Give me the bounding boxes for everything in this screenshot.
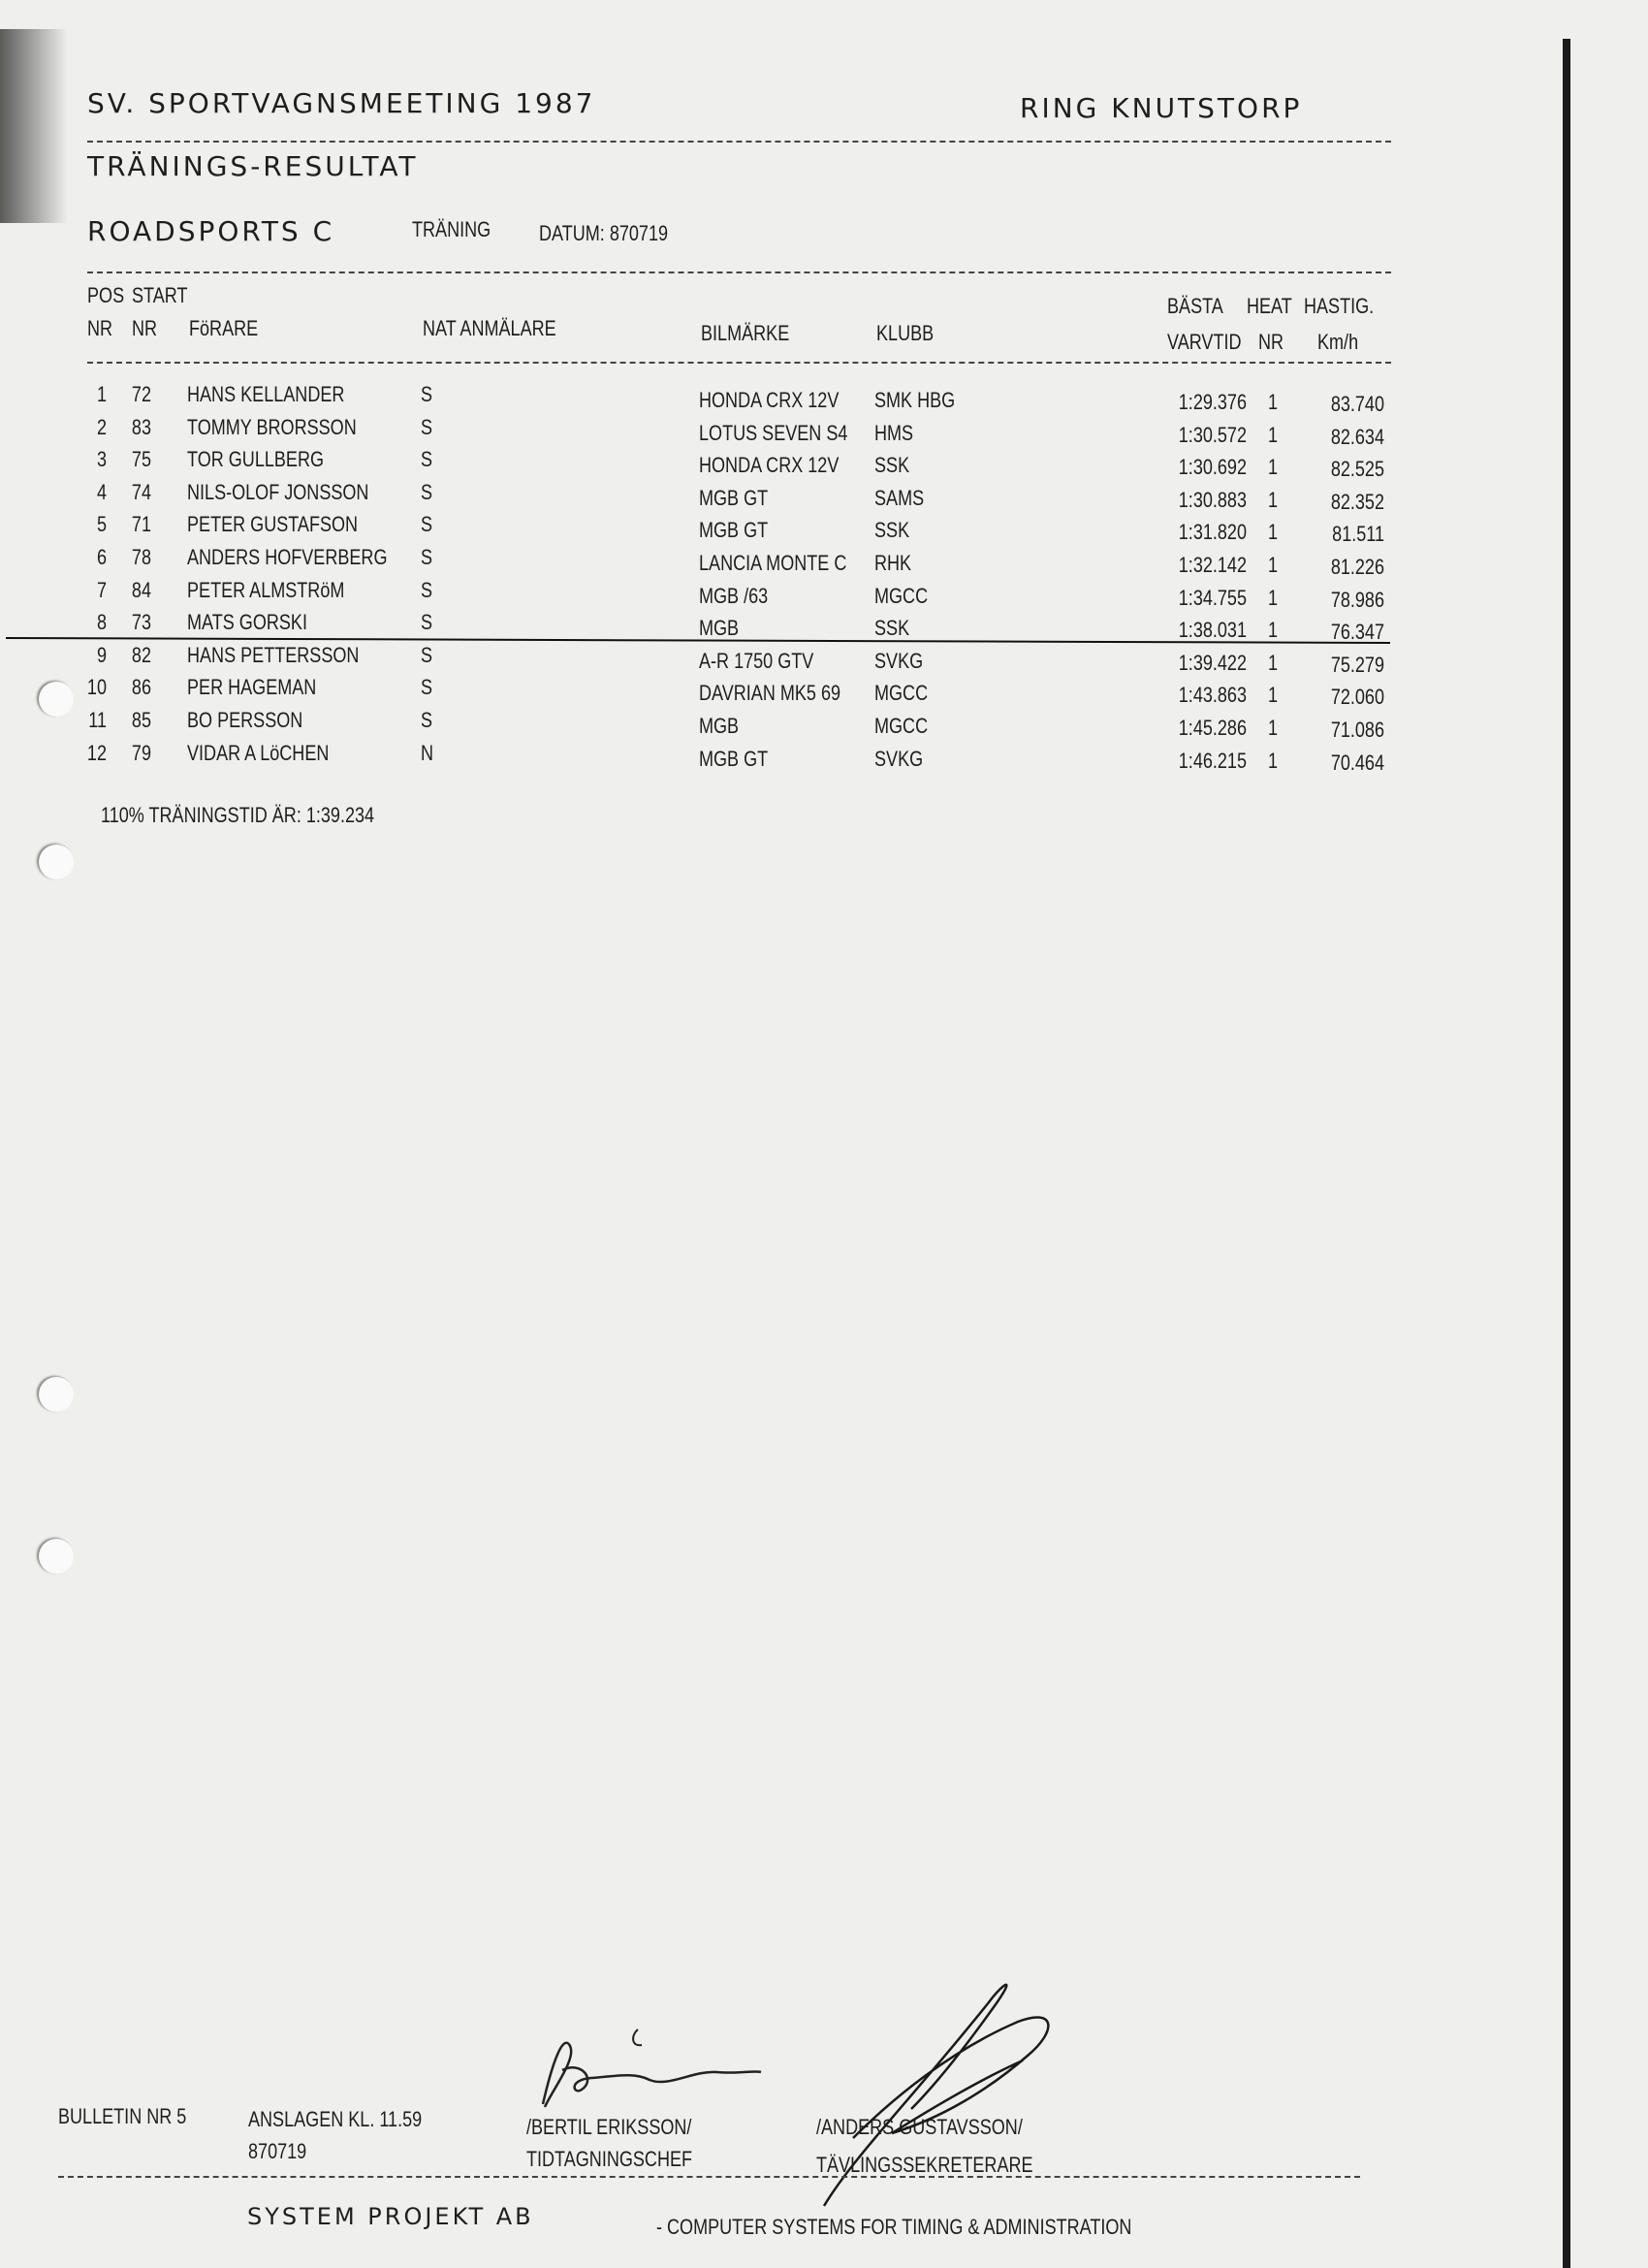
row-driver: NILS-OLOF JONSSON: [187, 479, 369, 504]
punch-hole: [39, 1539, 74, 1574]
divider: [58, 2176, 1360, 2178]
col-car: BILMÄRKE: [701, 321, 790, 345]
row-best-time: 1:30.572: [1178, 422, 1247, 447]
row-heat: 1: [1267, 618, 1278, 643]
row-heat: 1: [1267, 748, 1278, 773]
row-nat: S: [421, 479, 433, 504]
company-name: SYSTEM PROJEKT AB: [247, 2203, 534, 2230]
col-speed-top: HASTIG.: [1304, 294, 1375, 318]
row-heat: 1: [1267, 585, 1278, 610]
row-club: HMS: [874, 420, 914, 445]
row-speed: 70.464: [1330, 750, 1384, 775]
row-nat: S: [421, 577, 433, 602]
row-pos: 10: [86, 675, 107, 700]
row-start-nr: 86: [131, 675, 151, 700]
row-driver: ANDERS HOFVERBERG: [187, 545, 388, 569]
row-heat: 1: [1267, 422, 1278, 447]
row-start-nr: 83: [131, 414, 151, 439]
row-pos: 2: [96, 414, 107, 439]
row-best-time: 1:30.692: [1178, 455, 1247, 480]
row-start-nr: 85: [131, 708, 151, 732]
row-pos: 6: [96, 545, 107, 569]
col-pos-top: POS: [87, 283, 125, 307]
row-best-time: 1:46.215: [1178, 748, 1247, 773]
row-car: LOTUS SEVEN S4: [699, 420, 848, 445]
row-start-nr: 84: [131, 577, 151, 602]
row-heat: 1: [1267, 650, 1278, 675]
row-driver: HANS PETTERSSON: [187, 642, 360, 667]
row-start-nr: 73: [131, 610, 151, 635]
row-car: MGB GT: [699, 485, 769, 510]
divider: [87, 141, 1391, 143]
row-car: MGB: [699, 714, 740, 738]
row-nat: S: [421, 708, 433, 732]
row-pos: 7: [96, 577, 107, 602]
row-pos: 5: [96, 512, 107, 537]
row-pos: 12: [86, 740, 107, 765]
row-club: SSK: [874, 616, 910, 641]
col-start-nr: NR: [132, 316, 158, 340]
row-nat: S: [421, 675, 433, 700]
col-nat-entrant: NAT ANMÄLARE: [423, 316, 556, 340]
row-start-nr: 82: [131, 642, 151, 667]
row-best-time: 1:29.376: [1178, 390, 1247, 414]
row-club: SAMS: [874, 485, 925, 510]
row-car: LANCIA MONTE C: [699, 551, 847, 575]
row-best-time: 1:45.286: [1178, 716, 1247, 740]
row-speed: 76.347: [1330, 620, 1384, 645]
row-club: SVKG: [874, 746, 924, 771]
punch-hole: [39, 845, 74, 879]
row-driver: BO PERSSON: [187, 708, 303, 732]
row-best-time: 1:34.755: [1178, 585, 1247, 610]
row-driver: TOR GULLBERG: [187, 447, 325, 472]
row-best-time: 1:38.031: [1178, 618, 1247, 643]
row-pos: 11: [88, 708, 107, 732]
row-club: MGCC: [874, 714, 929, 738]
row-speed: 75.279: [1330, 652, 1384, 677]
col-start-top: START: [132, 283, 188, 307]
row-nat: N: [421, 740, 434, 765]
row-car: MGB GT: [699, 746, 769, 771]
row-heat: 1: [1267, 683, 1278, 708]
row-club: SMK HBG: [874, 388, 956, 412]
row-pos: 1: [96, 382, 107, 406]
row-club: SVKG: [874, 648, 924, 673]
document-type: TRÄNINGS-RESULTAT: [87, 150, 419, 182]
row-start-nr: 78: [131, 545, 151, 569]
row-driver: PETER GUSTAFSON: [187, 512, 359, 537]
row-speed: 81.511: [1332, 522, 1384, 547]
row-start-nr: 74: [131, 479, 151, 504]
row-car: A-R 1750 GTV: [699, 648, 814, 673]
col-pos-nr: NR: [87, 316, 113, 340]
row-start-nr: 75: [131, 447, 151, 472]
row-driver: VIDAR A LöCHEN: [187, 740, 330, 765]
col-heat-top: HEAT: [1247, 294, 1292, 318]
row-driver: PETER ALMSTRöM: [187, 577, 345, 602]
row-driver: PER HAGEMAN: [187, 675, 317, 700]
row-speed: 82.525: [1330, 457, 1384, 482]
date-label: DATUM: 870719: [539, 221, 669, 245]
col-best-top: BÄSTA: [1167, 294, 1223, 318]
class-name: ROADSPORTS C: [87, 215, 335, 247]
punch-hole: [39, 1377, 74, 1412]
row-car: MGB: [699, 616, 740, 641]
signatory-1-name: /BERTIL ERIKSSON/: [526, 2115, 692, 2139]
row-nat: S: [421, 642, 433, 667]
row-driver: MATS GORSKI: [187, 610, 307, 635]
row-nat: S: [421, 382, 433, 406]
row-best-time: 1:31.820: [1178, 520, 1247, 545]
row-heat: 1: [1267, 455, 1278, 480]
row-heat: 1: [1267, 716, 1278, 740]
row-driver: TOMMY BRORSSON: [187, 414, 357, 439]
row-pos: 3: [96, 447, 107, 472]
row-speed: 83.740: [1330, 392, 1384, 416]
company-tagline: - COMPUTER SYSTEMS FOR TIMING & ADMINISTRATION: [656, 2215, 1132, 2239]
posted-time: ANSLAGEN KL. 11.59: [248, 2107, 423, 2131]
row-start-nr: 72: [131, 382, 151, 406]
venue: RING KNUTSTORP: [1020, 92, 1303, 124]
row-heat: 1: [1267, 487, 1278, 512]
row-club: SSK: [874, 453, 910, 478]
session-label: TRÄNING: [412, 217, 491, 241]
row-car: MGB /63: [699, 583, 769, 608]
row-speed: 82.634: [1330, 424, 1384, 449]
row-nat: S: [421, 610, 433, 635]
row-nat: S: [421, 414, 433, 439]
divider: [87, 272, 1391, 273]
row-heat: 1: [1267, 520, 1278, 545]
row-heat: 1: [1267, 553, 1278, 577]
row-best-time: 1:30.883: [1178, 487, 1247, 512]
signatory-2-title: TÄVLINGSSEKRETERARE: [816, 2153, 1033, 2177]
row-speed: 81.226: [1330, 555, 1384, 579]
col-driver: FöRARE: [189, 316, 259, 340]
row-speed: 78.986: [1330, 587, 1384, 612]
divider: [87, 362, 1391, 364]
signatory-2-name: /ANDERS GUSTAVSSON/: [816, 2115, 1023, 2139]
row-start-nr: 79: [131, 740, 151, 765]
row-pos: 9: [96, 642, 107, 667]
row-best-time: 1:43.863: [1178, 683, 1247, 708]
row-speed: 72.060: [1330, 685, 1384, 710]
row-car: DAVRIAN MK5 69: [699, 681, 841, 706]
row-speed: 71.086: [1330, 718, 1384, 742]
row-start-nr: 71: [131, 512, 151, 537]
scan-shadow: [0, 29, 68, 223]
row-club: RHK: [874, 551, 912, 575]
row-club: SSK: [874, 518, 910, 543]
row-nat: S: [421, 512, 433, 537]
event-title: SV. SPORTVAGNSMEETING 1987: [87, 87, 596, 119]
row-car: MGB GT: [699, 518, 769, 543]
row-car: HONDA CRX 12V: [699, 453, 840, 478]
row-club: MGCC: [874, 681, 929, 706]
col-speed: Km/h: [1317, 330, 1359, 354]
row-heat: 1: [1267, 390, 1278, 414]
col-heat: NR: [1258, 330, 1284, 354]
posted-date: 870719: [248, 2139, 307, 2163]
bulletin-number: BULLETIN NR 5: [58, 2104, 187, 2128]
col-best: VARVTID: [1167, 330, 1242, 354]
qualifying-time-note: 110% TRÄNINGSTID ÄR: 1:39.234: [101, 803, 375, 827]
row-pos: 4: [96, 479, 107, 504]
signature-2: [795, 1964, 1086, 2216]
row-best-time: 1:32.142: [1178, 553, 1247, 577]
row-nat: S: [421, 447, 433, 472]
row-speed: 82.352: [1330, 489, 1384, 514]
row-driver: HANS KELLANDER: [187, 382, 345, 406]
row-pos: 8: [96, 610, 107, 635]
row-club: MGCC: [874, 583, 929, 608]
row-nat: S: [421, 545, 433, 569]
signatory-1-title: TIDTAGNINGSCHEF: [526, 2147, 693, 2171]
scan-edge: [1563, 39, 1570, 2268]
row-car: HONDA CRX 12V: [699, 388, 840, 412]
col-club: KLUBB: [876, 321, 935, 345]
signature-1: [523, 2012, 776, 2119]
row-best-time: 1:39.422: [1178, 650, 1247, 675]
